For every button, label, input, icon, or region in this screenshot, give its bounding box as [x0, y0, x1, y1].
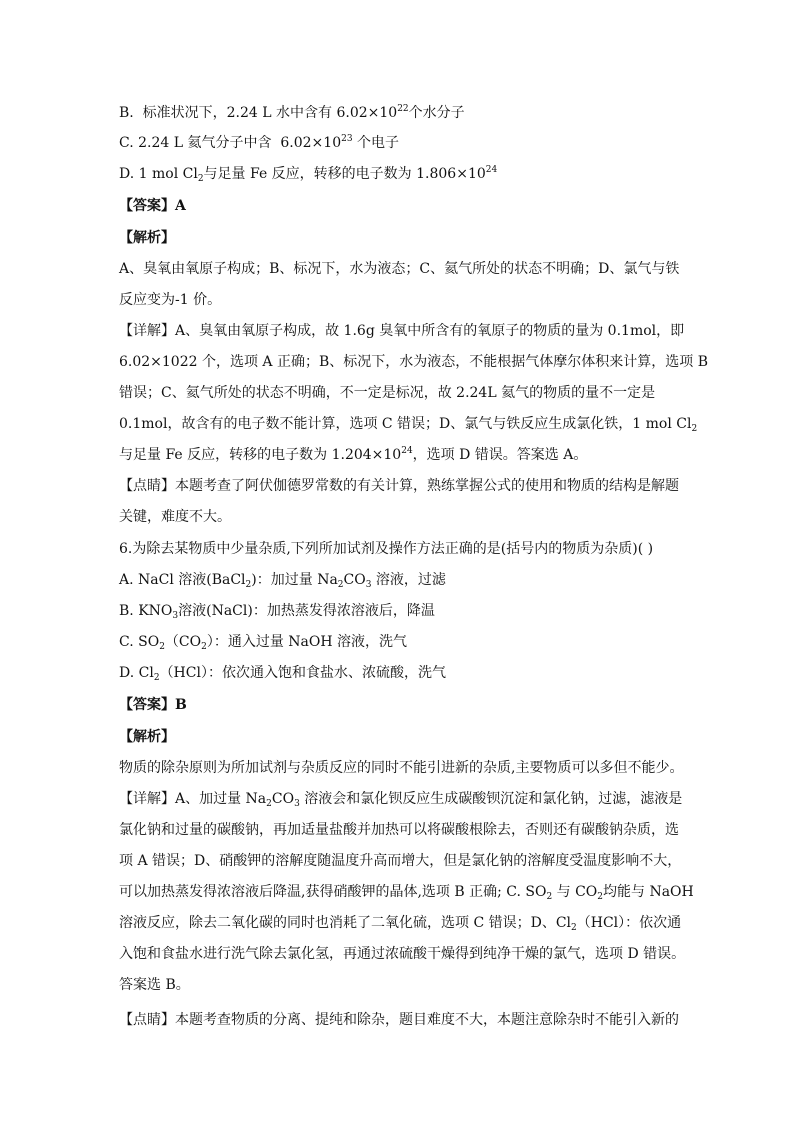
detail-line: 【详解】A、臭氧由氧原子构成，故 1.6g 臭氧中所含有的氧原子的物质的量为 0.1mol，即 [119, 323, 685, 339]
analysis-line: A、臭氧由氧原子构成；B、标况下，水为液态；C、氦气所处的状态不明确；D、氯气与铁 [119, 261, 680, 277]
note-line: 【点睛】本题考查物质的分离、提纯和除杂，题目难度不大，本题注意除杂时不能引入新的 [119, 1012, 679, 1028]
note-line: 关键，难度不大。 [119, 509, 231, 525]
analysis-label: 【解析】 [119, 729, 175, 745]
detail-line: 溶液反应，除去二氧化碳的同时也消耗了二氧化硫，选项 C 错误；D、$Cl_2(HCl)$：依次通 [119, 915, 682, 933]
detail-line: 与足量 Fe 反应，转移的电子数为 $1.204\times 10^{24}$，选项 D 错误。答案选 A。 [119, 446, 588, 463]
detail-line: 可以加热蒸发得浓溶液后降温,获得硝酸钾的晶体,选项 B 正确; C. $SO_2$ 与 $CO_2$均能与 NaOH [119, 884, 694, 902]
detail-line: 项 A 错误；D、硝酸钾的溶解度随温度升高而增大，但是氯化钠的溶解度受温度影响不大， [119, 853, 682, 869]
question-6: 6.为除去某物质中少量杂质,下列所加试剂及操作方法正确的是(括号内的物质为杂质)( ) [119, 541, 654, 557]
answer-label: 【答案】A [119, 198, 186, 214]
detail-line: 氯化钠和过量的碳酸钠，再加适量盐酸并加热可以将碳酸根除去，否则还有碳酸钠杂质，选 [119, 822, 679, 838]
analysis-line: 反应变为-1 价。 [119, 292, 222, 308]
option-a: A. NaCl 溶液(BaCl$_2$)：加过量 $Na_2CO_3$ 溶液，过滤 [119, 572, 446, 590]
option-d: D. $Cl_2(HCl)$：依次通入饱和食盐水、浓硫酸，洗气 [119, 665, 446, 683]
analysis-label: 【解析】 [119, 230, 175, 246]
detail-line: 【详解】A、加过量 $Na_2CO_3$ 溶液会和氯化钡反应生成碳酸钡沉淀和氯化钠，过滤，滤液是 [119, 791, 683, 809]
detail-line: 6.02×1022 个，选项 A 正确；B、标况下，水为液态，不能根据气体摩尔体积来计算，选项 B [119, 354, 709, 370]
detail-line: 0.1mol，故含有的电子数不能计算，选项 C 错误；D、氯气与铁反应生成氯化铁，1 mol $Cl_2$ [119, 416, 698, 434]
option-c: C. $SO_2(CO_2)$：通入过量 NaOH 溶液，洗气 [119, 634, 408, 652]
option-d: D. 1 mol $Cl_2$与足量 Fe 反应，转移的电子数为 $1.806\times 10^{24}$ [119, 165, 498, 184]
detail-line: 错误；C、氦气所处的状态不明确，不一定是标况，故 2.24L 氦气的物质的量不一定是 [119, 385, 656, 401]
option-c: C. 2.24 L 氦气分子中含 $6.02\times 10^{23}$ 个电子 [119, 134, 400, 151]
option-b: B. 标准状况下，2.24 L 水中含有 $6.02\times 10^{22}$个水分子 [119, 104, 465, 121]
answer-label: 【答案】B [119, 697, 187, 713]
analysis-line: 物质的除杂原则为所加试剂与杂质反应的同时不能引进新的杂质,主要物质可以多但不能少。 [119, 760, 684, 776]
note-line: 【点睛】本题考查了阿伏伽德罗常数的有关计算，熟练掌握公式的使用和物质的结构是解题 [119, 478, 679, 494]
detail-line: 入饱和食盐水进行洗气除去氯化氢，再通过浓硫酸干燥得到纯净干燥的氯气，选项 D 错误。 [119, 946, 686, 962]
option-b: B. $KNO_3$溶液(NaCl)：加热蒸发得浓溶液后，降温 [119, 603, 435, 621]
detail-line: 答案选 B。 [119, 977, 190, 993]
